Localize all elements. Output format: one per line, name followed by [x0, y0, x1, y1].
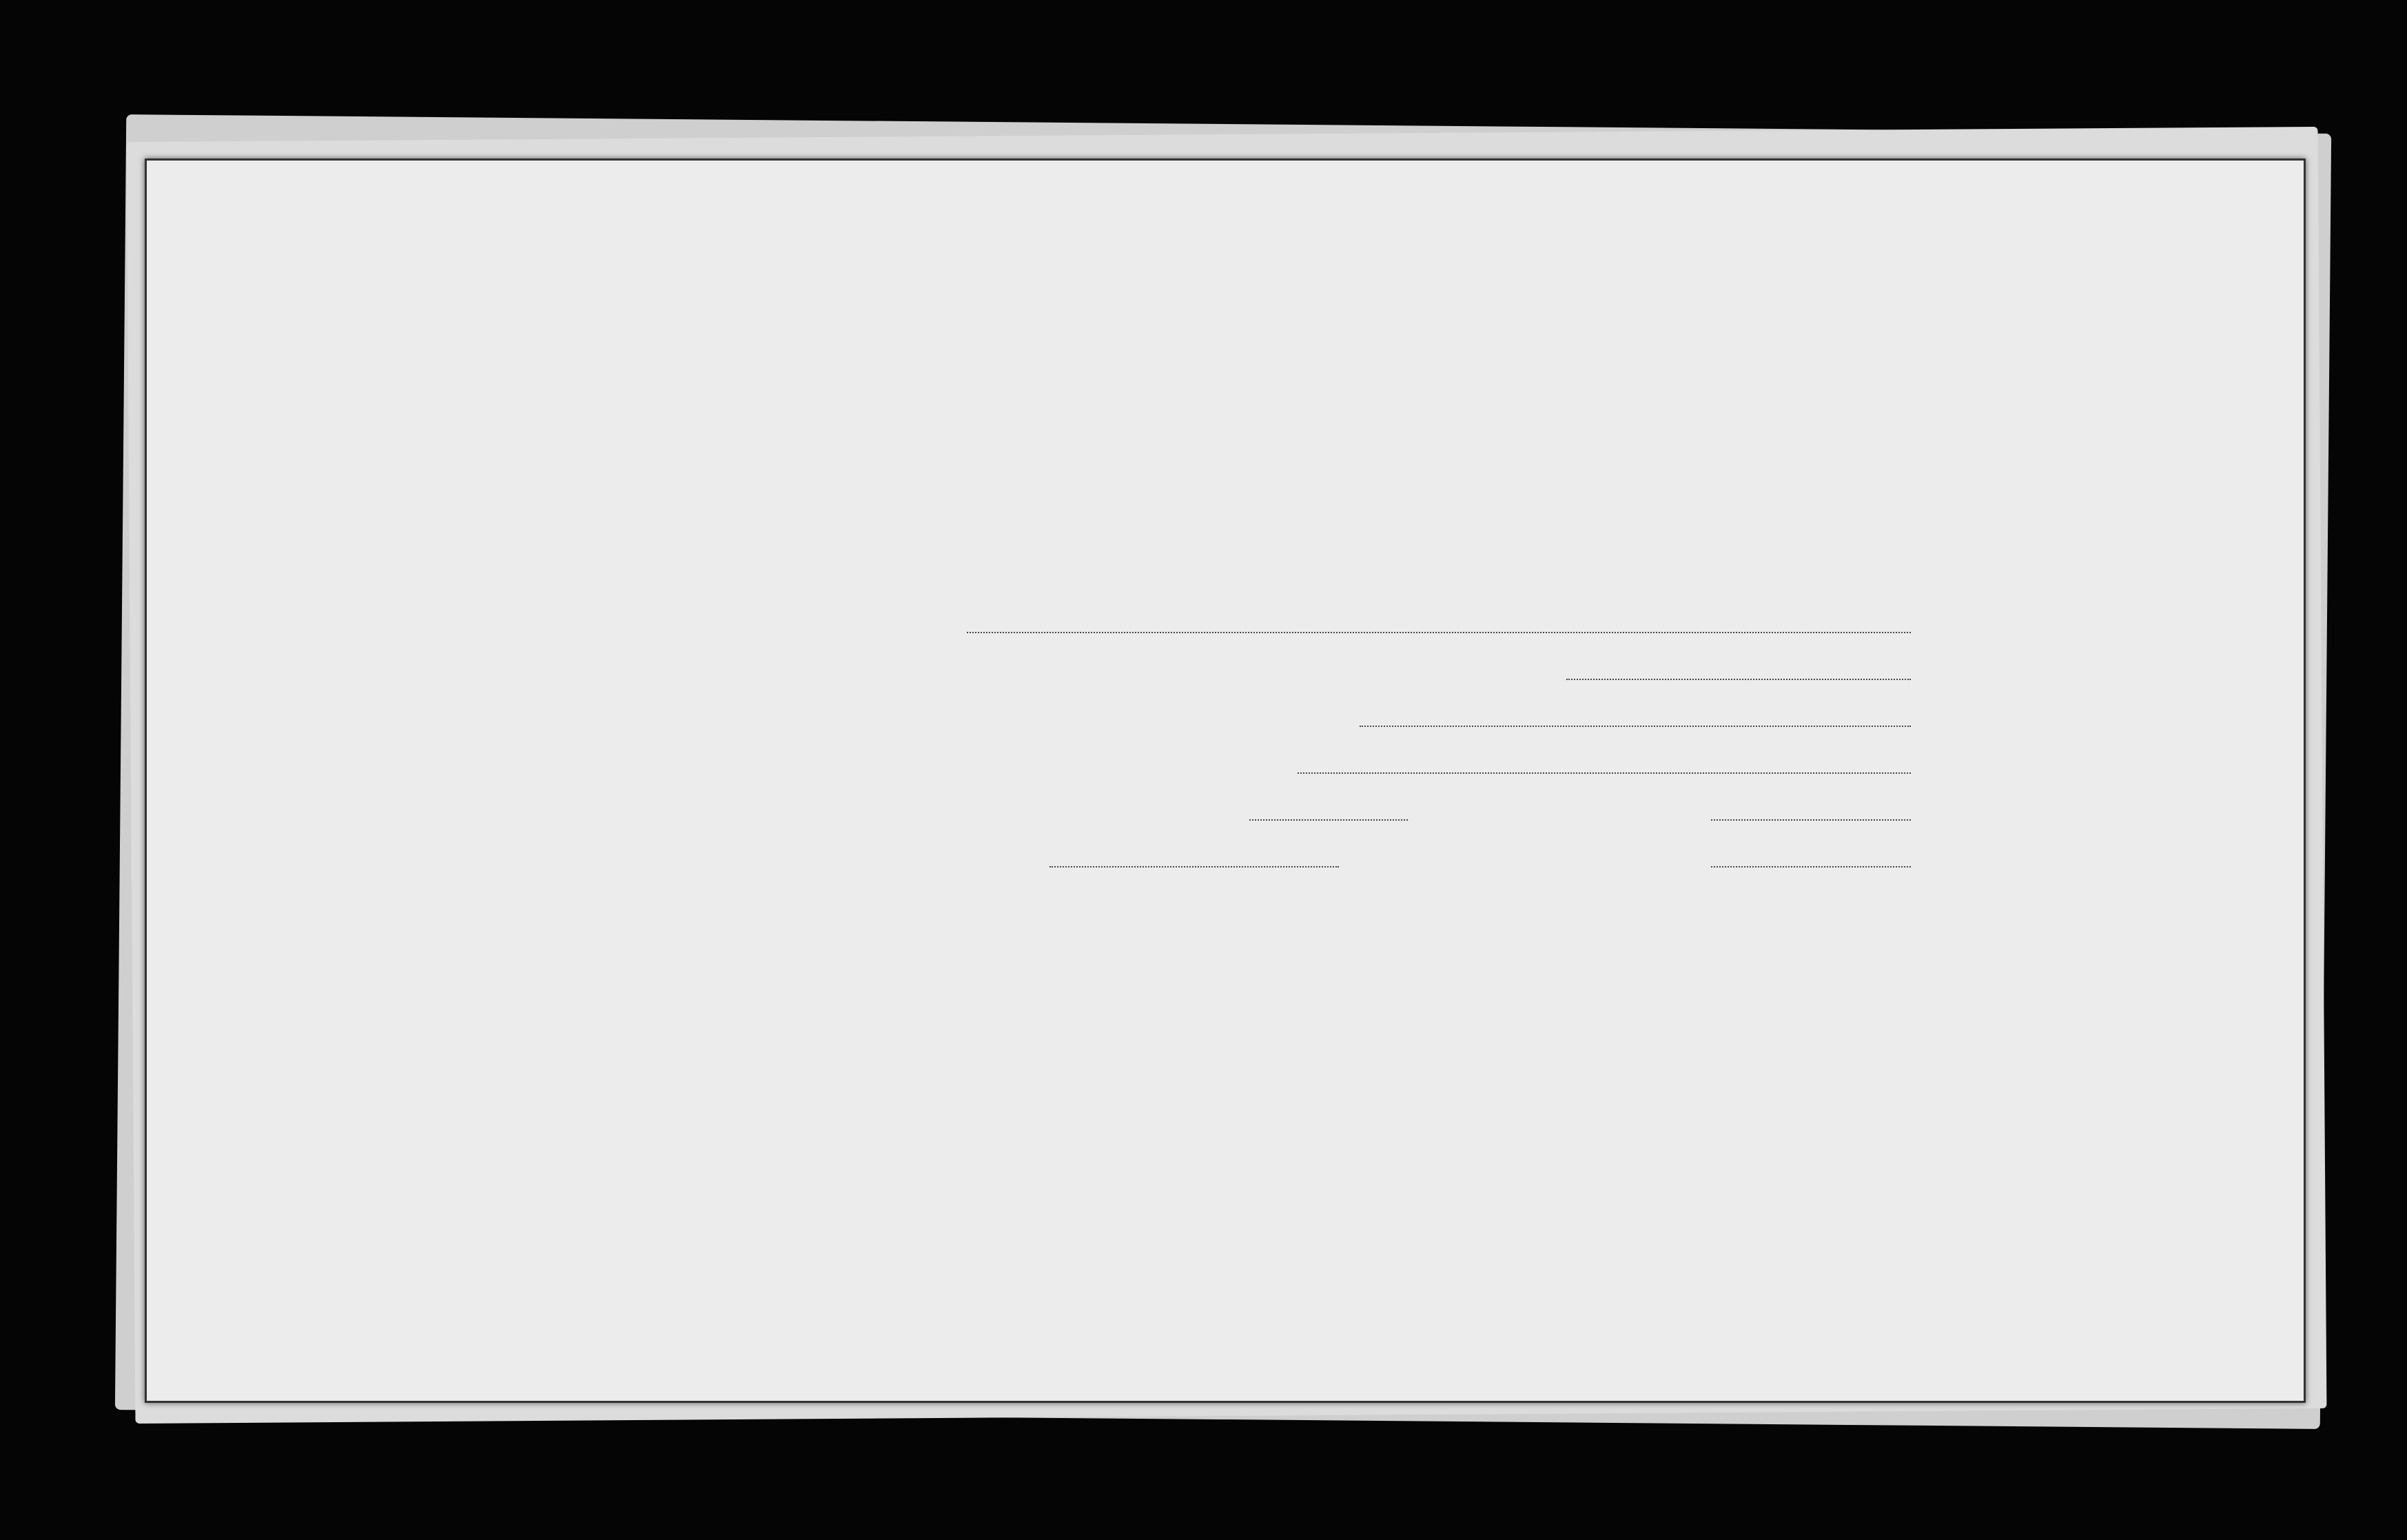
census-card — [145, 158, 2306, 1403]
answer-line-2 — [1566, 679, 1911, 680]
answer-line-5b — [1711, 819, 1911, 821]
answer-line-5a — [1249, 819, 1408, 821]
answer-line-6b — [1711, 866, 1911, 867]
answer-line-3 — [1360, 726, 1911, 727]
answer-line-6a — [1049, 866, 1339, 867]
answer-line-1 — [967, 632, 1911, 633]
answer-line-4 — [1298, 772, 1911, 774]
